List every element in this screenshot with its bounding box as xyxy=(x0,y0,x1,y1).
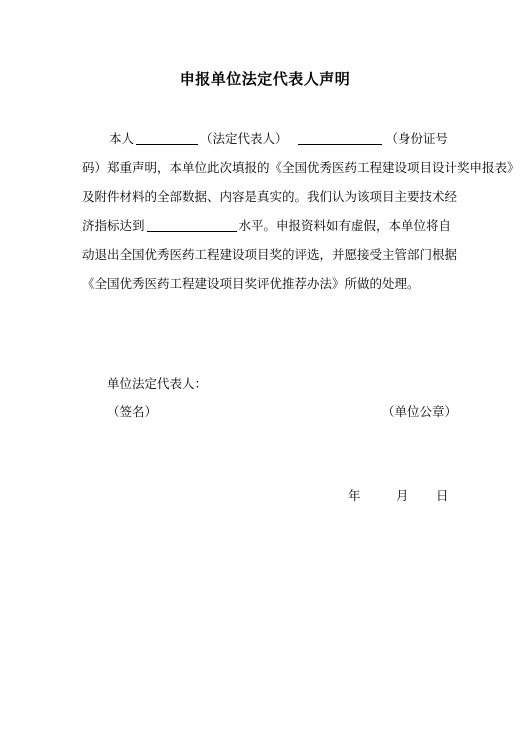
declaration-line-3: 及附件材料的全部数据、内容是真实的。我们认为该项目主要技术经 xyxy=(82,189,458,204)
declaration-line-2: 码）郑重声明，本单位此次填报的《全国优秀医药工程建设项目设计奖申报表》 xyxy=(82,160,520,175)
seal-label: （单位公章） xyxy=(382,404,458,419)
text-segment: （法定代表人） xyxy=(200,131,288,146)
declaration-line-6: 《全国优秀医药工程建设项目奖评优推荐办法》所做的处理。 xyxy=(82,276,420,291)
declaration-line-1 xyxy=(82,124,454,153)
level-blank xyxy=(147,217,237,232)
date-year: 年 xyxy=(348,488,361,503)
declaration-body xyxy=(82,124,520,298)
date-row xyxy=(348,486,449,504)
signature-label: （签名） xyxy=(107,404,158,419)
name-blank xyxy=(136,130,198,145)
declaration-line-5: 动退出全国优秀医药工程建设项目奖的评选，并愿接受主管部门根据 xyxy=(82,247,458,262)
declaration-line-4 xyxy=(82,211,454,240)
representative-label: 单位法定代表人： xyxy=(107,376,208,391)
id-number-blank xyxy=(298,130,382,145)
date-month: 月 xyxy=(396,488,409,503)
text-segment: 水平。申报资料如有虚假，本单位将自 xyxy=(238,218,452,233)
text-segment: 济指标达到 xyxy=(82,218,145,233)
date-day: 日 xyxy=(436,488,449,503)
text-segment: 本人 xyxy=(109,131,135,146)
page-title: 申报单位法定代表人声明 xyxy=(179,70,351,88)
text-segment: （身份证号 xyxy=(385,131,449,146)
